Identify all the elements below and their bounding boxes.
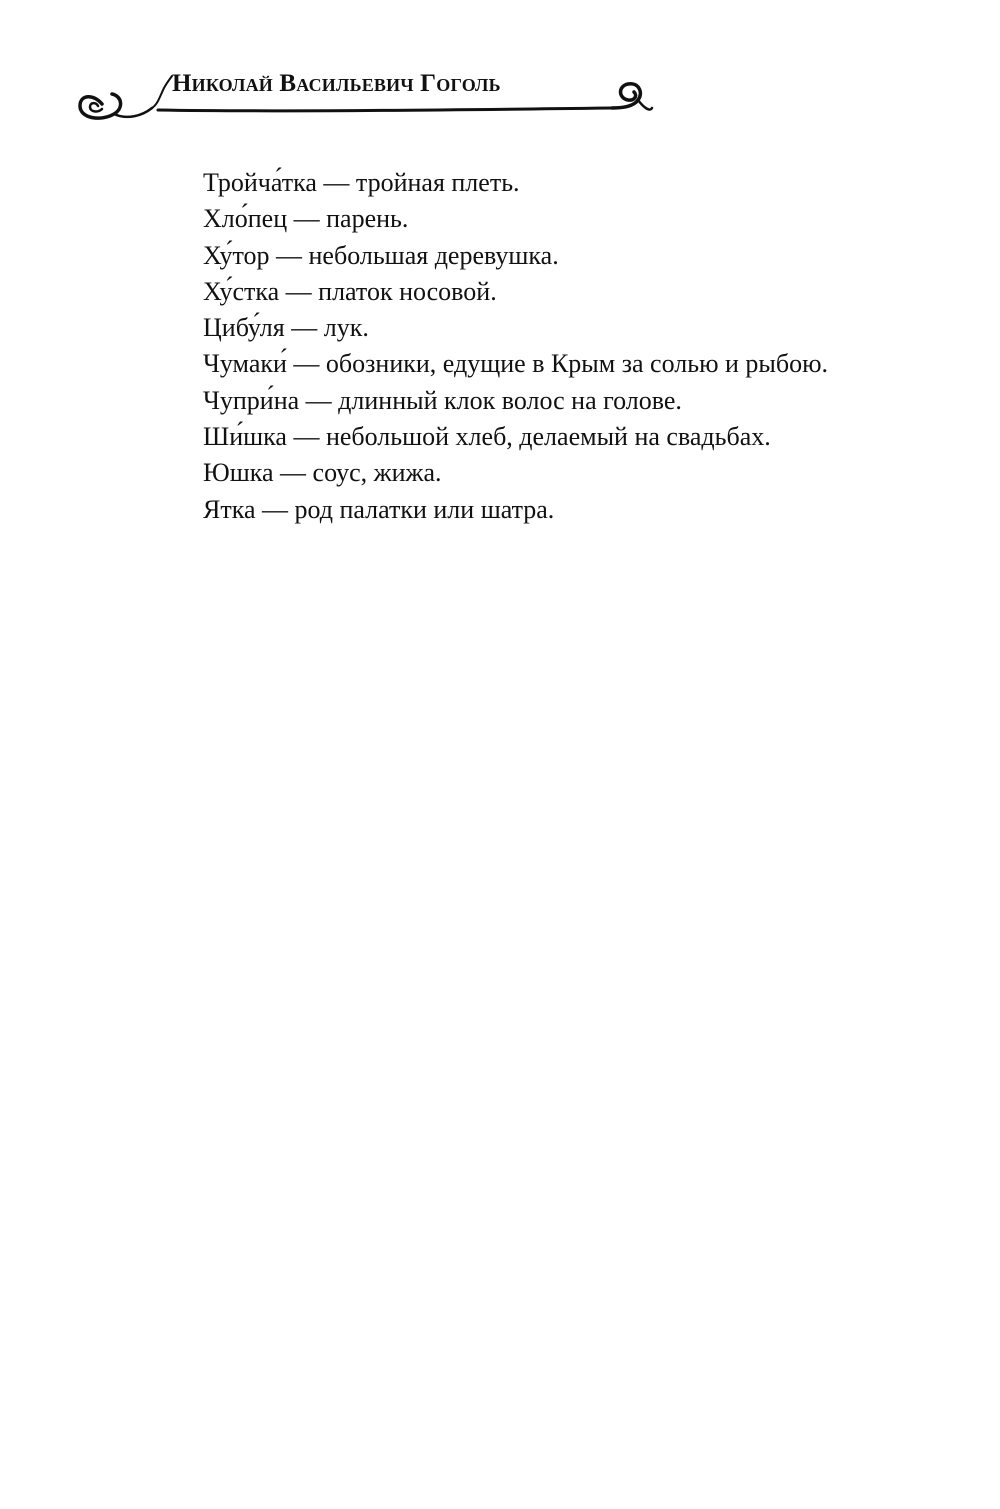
glossary-entry: Ятка — род палатки или шатра. [203, 494, 555, 524]
glossary-entry: Юшка — соус, жижа. [203, 458, 442, 488]
glossary-entry: Хло́пец — парень. [203, 204, 409, 234]
glossary-entry: Чумаки́ — обозники, едущие в Крым за солью и рыбою. [203, 349, 829, 379]
glossary-entry: Тройча́тка — тройная плеть. [203, 168, 520, 197]
glossary-list [203, 165, 828, 528]
glossary-entry: Чупри́на — длинный клок волос на голове. [203, 385, 682, 415]
glossary-entry: Ши́шка — небольшой хлеб, делаемый на свадьбах. [203, 422, 771, 452]
running-header [72, 58, 657, 136]
glossary-entry: Цибу́ля — лук. [203, 313, 369, 343]
glossary-entry: Ху́тор — небольшая деревушка. [203, 240, 559, 270]
glossary-entry: Ху́стка — платок носовой. [203, 276, 497, 306]
running-header-author: Николай Васильевич Гоголь [172, 70, 501, 97]
